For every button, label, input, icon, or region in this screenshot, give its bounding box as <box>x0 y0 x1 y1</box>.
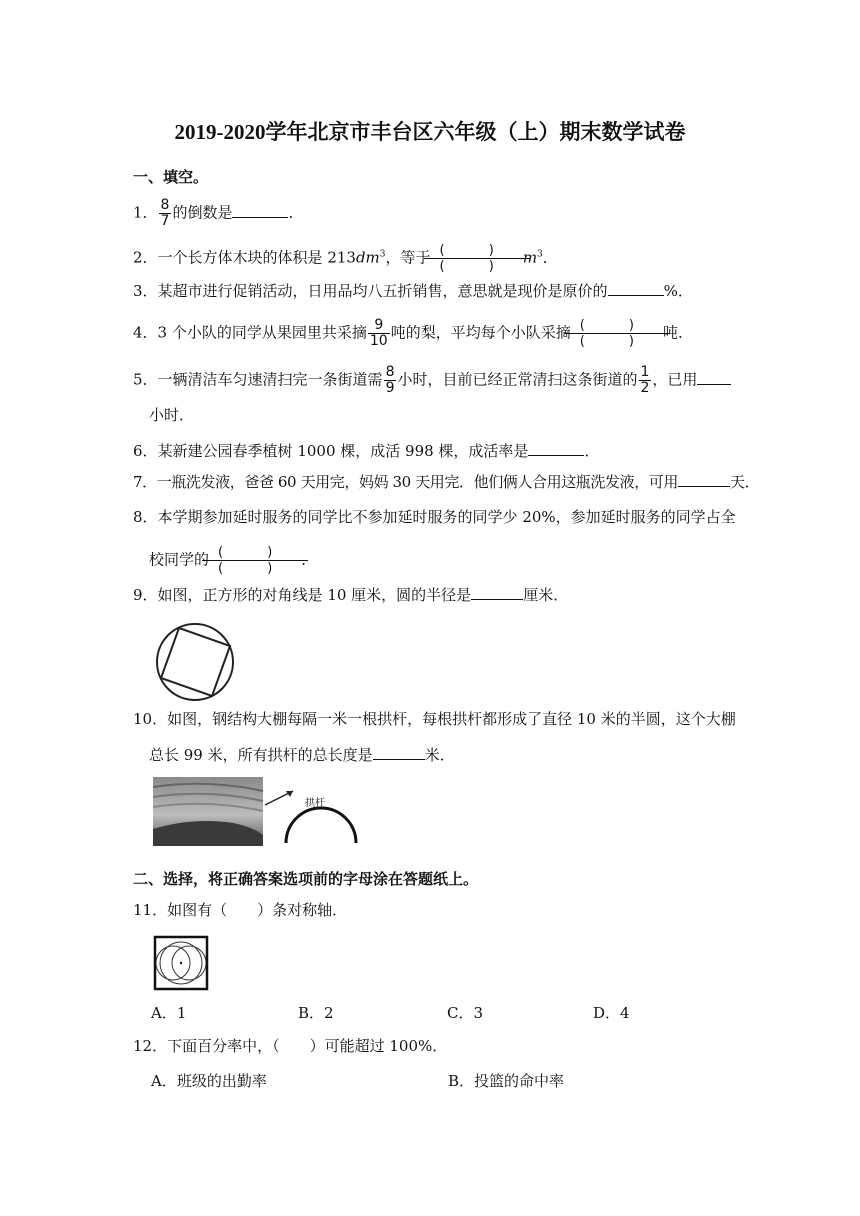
fraction-numerator: 9 <box>374 317 384 333</box>
option-d[interactable]: D．4 <box>593 1004 630 1022</box>
section-heading-choice: 二、选择，将正确答案选项前的字母涂在答题纸上。 <box>133 870 479 888</box>
question-end: %． <box>663 282 693 300</box>
question-text: 某超市进行促销活动，日用品均八五折销售，意思就是现价是原价的 <box>157 282 608 300</box>
question-number: 11． <box>133 901 168 919</box>
question-text: 小时，目前已经正常清扫这条街道的 <box>397 370 638 389</box>
question-text: 本学期参加延时服务的同学比不参加延时服务的同学少 20%，参加延时服务的同学占全 <box>157 508 736 526</box>
question-5 <box>133 365 731 396</box>
answer-blank <box>232 203 288 218</box>
blank-numerator: ( ) <box>218 545 293 560</box>
question-3 <box>133 281 693 301</box>
blank-fraction <box>572 318 662 349</box>
blank-denominator: ( ) <box>579 334 654 349</box>
question-number: 8． <box>133 508 158 526</box>
greenhouse-photo <box>153 777 370 846</box>
fraction-denominator: 9 <box>385 380 395 396</box>
question-text: 3 个小队的同学从果园里共采摘 <box>157 323 367 342</box>
page-title: 2019-2020学年北京市丰台区六年级（上）期末数学试卷 <box>174 120 686 144</box>
answer-blank <box>678 472 730 487</box>
question-text: ，等于 <box>385 248 431 267</box>
question-text: 的倒数是 <box>172 203 233 222</box>
fraction-numerator: 1 <box>640 364 650 380</box>
blank-fraction <box>432 243 522 274</box>
question-number: 7． <box>133 473 157 491</box>
question-2 <box>133 243 558 274</box>
question-9 <box>133 585 568 605</box>
answer-blank <box>471 585 523 600</box>
question-11 <box>133 900 347 920</box>
blank-numerator: ( ) <box>579 318 654 333</box>
question-text: ，已用 <box>652 370 698 389</box>
question-1 <box>133 198 304 229</box>
blank-numerator: ( ) <box>439 243 514 258</box>
question-8-line-2 <box>149 545 316 576</box>
question-text: 一瓶洗发液，爸爸 60 天用完，妈妈 30 天用完．他们俩人合用这瓶洗发液，可用 <box>156 473 678 491</box>
arch-label: 拱杆 <box>305 798 325 809</box>
question-text: 一个长方体木块的体积是 213 <box>157 248 356 267</box>
question-text: 如图，正方形的对角线是 10 厘米，圆的半径是 <box>157 586 472 604</box>
question-end: ． <box>301 550 317 569</box>
option-c[interactable]: C．3 <box>447 1004 484 1022</box>
question-text: 如图有（ ）条对称轴． <box>167 901 348 919</box>
exponent: 3 <box>379 249 386 260</box>
unit: dm <box>355 248 380 267</box>
question-number: 2． <box>133 248 158 267</box>
answer-blank <box>697 370 731 385</box>
fraction-denominator: 2 <box>640 380 650 396</box>
answer-blank <box>608 281 664 296</box>
question-number: 4． <box>133 323 158 342</box>
fraction <box>368 318 390 349</box>
question-end: 天． <box>730 473 760 491</box>
question-10-line-2 <box>149 745 455 765</box>
question-7 <box>133 472 759 492</box>
unit: m <box>522 248 538 267</box>
question-end: 米． <box>424 746 455 764</box>
question-end: 厘米． <box>523 586 569 604</box>
answer-blank <box>528 441 584 456</box>
question-end: 吨． <box>663 323 694 342</box>
question-8 <box>133 507 736 527</box>
question-end: ． <box>288 203 304 222</box>
question-text: 总长 99 米，所有拱杆的总长度是 <box>149 746 373 764</box>
question-12 <box>133 1036 447 1056</box>
question-6 <box>133 441 599 461</box>
greenhouse-figure <box>153 777 370 846</box>
question-text: 校同学的 <box>149 550 210 569</box>
fraction <box>159 198 172 229</box>
fraction-denominator: 7 <box>160 213 170 229</box>
question-text: 如图，钢结构大棚每隔一米一根拱杆，每根拱杆都形成了直径 10 米的半圆，这个大棚 <box>167 710 736 728</box>
fraction <box>639 365 652 396</box>
fraction-numerator: 8 <box>385 364 395 380</box>
inscribed-square <box>161 628 230 696</box>
exponent: 3 <box>537 249 543 260</box>
question-end: ． <box>584 442 600 460</box>
section-heading-fill-in: 一、填空。 <box>133 168 209 186</box>
question-number: 6． <box>133 442 158 460</box>
question-10 <box>133 709 736 729</box>
question-number: 3． <box>133 282 158 300</box>
question-4 <box>133 318 693 349</box>
question-5-line-2: 小时． <box>149 406 195 424</box>
question-text: 吨的梨，平均每个小队采摘 <box>390 323 571 342</box>
question-text: 下面百分率中，（ ）可能超过 100%． <box>167 1037 448 1055</box>
option-b[interactable]: B．2 <box>298 1004 334 1022</box>
option-a[interactable]: A．1 <box>151 1004 187 1022</box>
question-text: 一辆清洁车匀速清扫完一条街道需 <box>157 370 383 389</box>
arch-shape <box>286 808 356 843</box>
blank-fraction <box>210 545 300 576</box>
option-b[interactable]: B．投篮的命中率 <box>448 1072 565 1090</box>
question-number: 1． <box>133 203 158 222</box>
fraction-denominator: 10 <box>369 333 388 349</box>
question-number: 9． <box>133 586 158 604</box>
question-end: ． <box>542 248 558 267</box>
question-number: 12． <box>133 1037 168 1055</box>
answer-blank <box>373 745 425 760</box>
option-a[interactable]: A．班级的出勤率 <box>151 1072 267 1090</box>
question-number: 10． <box>133 710 168 728</box>
circle-shape <box>157 624 233 700</box>
question-text: 某新建公园春季植树 1000 棵，成活 998 棵，成活率是 <box>157 442 529 460</box>
blank-denominator: ( ) <box>218 561 293 576</box>
symmetry-figure <box>152 934 210 992</box>
circle-square-figure <box>150 620 240 704</box>
blank-denominator: ( ) <box>439 259 514 274</box>
fraction-numerator: 8 <box>160 197 170 213</box>
question-number: 5． <box>133 370 158 389</box>
fraction <box>384 365 397 396</box>
